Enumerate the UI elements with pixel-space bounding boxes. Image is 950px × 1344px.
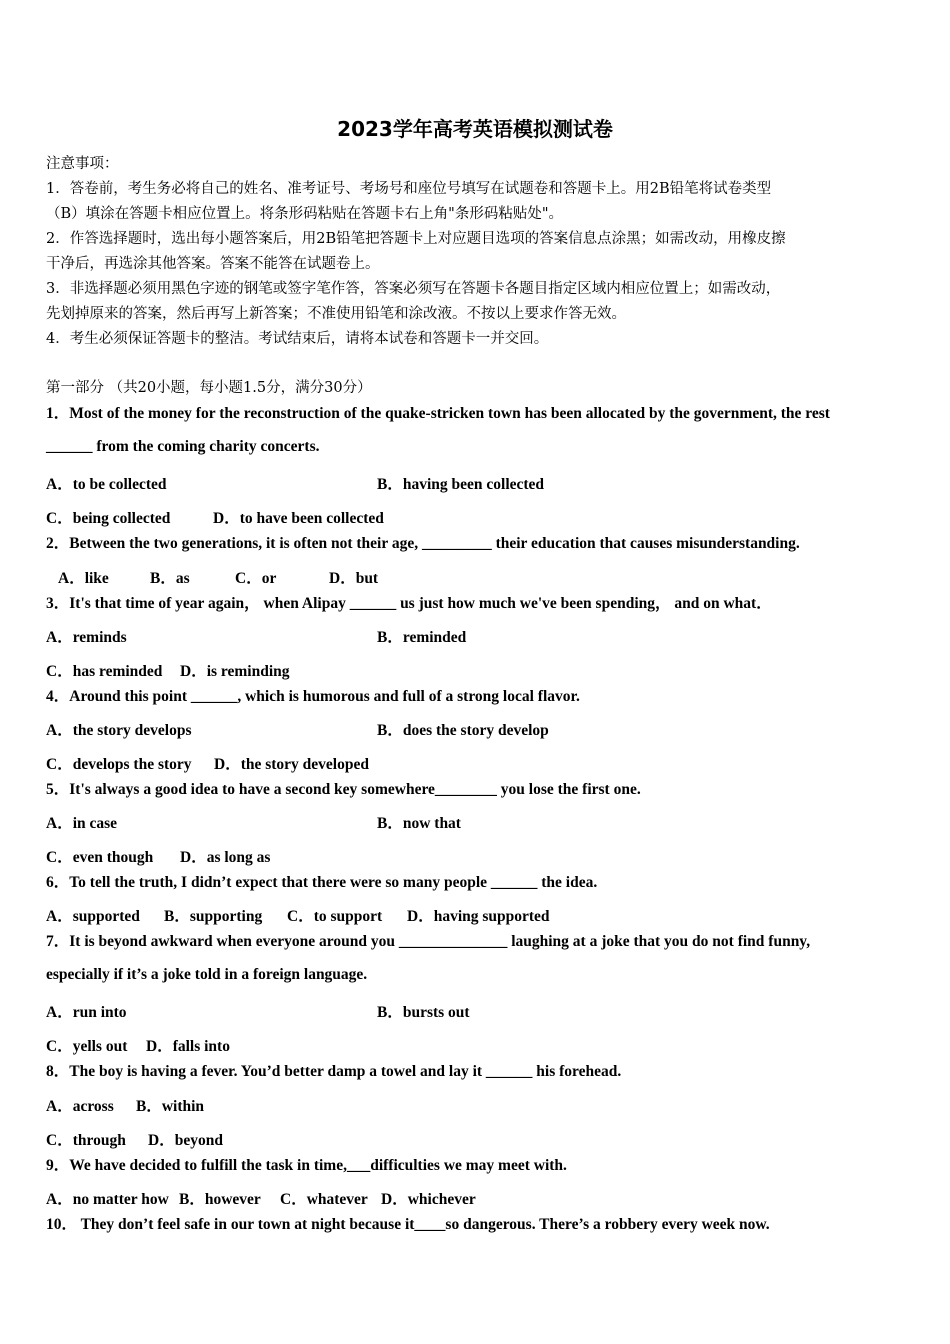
question-stem: 8．The boy is having a fever. You’d better damp a towel and lay it ______ his forehead. [46, 1063, 622, 1080]
notice-line: （B）填涂在答题卡相应位置上。将条形码粘贴在答题卡右上角"条形码粘贴处"。 [46, 206, 563, 222]
option-b: B．within [136, 1098, 205, 1115]
option-c: C．to support [287, 908, 383, 925]
option-c: C．being collected [46, 510, 171, 527]
option-d: D．beyond [148, 1132, 223, 1149]
option-d: D．but [329, 570, 379, 587]
question-stem: 10． They don’t feel safe in our town at night because it____so dangerous. There’s a robbery every week now. [46, 1216, 770, 1233]
question-stem-continued: especially if it’s a joke told in a foreign language. [46, 966, 368, 983]
option-a: A．supported [46, 908, 140, 925]
option-a: A．across [46, 1098, 114, 1115]
option-a: A．to be collected [46, 476, 167, 493]
option-b: B．however [179, 1191, 261, 1208]
option-d: D．the story developed [214, 756, 369, 773]
option-b: B．bursts out [377, 1004, 470, 1021]
option-b: B．does the story develop [377, 722, 549, 739]
page-title: 2023学年高考英语模拟测试卷 [337, 117, 613, 141]
option-d: D．to have been collected [213, 510, 384, 527]
notice-line: 先划掉原来的答案，然后再写上新答案；不准使用铅笔和涂改液。不按以上要求作答无效。 [46, 306, 626, 322]
option-c: C．through [46, 1132, 126, 1149]
question-stem: 2．Between the two generations, it is often not their age, _________ their education that causes misunderstanding. [46, 535, 800, 552]
question-stem-continued: ______ from the coming charity concerts. [46, 438, 320, 455]
option-a: A．like [58, 570, 109, 587]
option-a: A．reminds [46, 629, 127, 646]
option-b: B．reminded [377, 629, 467, 646]
notice-line: 2．作答选择题时，选出每小题答案后，用2B铅笔把答题卡上对应题目选项的答案信息点涂黑；如需改动，用橡皮擦 [46, 231, 786, 247]
option-b: B．supporting [164, 908, 263, 925]
option-b: B．as [150, 570, 190, 587]
option-d: D．whichever [381, 1191, 476, 1208]
question-stem: 9．We have decided to fulfill the task in time,___difficulties we may meet with. [46, 1157, 567, 1174]
section-heading: 第一部分 （共20小题，每小题1.5分，满分30分） [46, 380, 372, 396]
option-c: C．or [235, 570, 277, 587]
option-b: B．now that [377, 815, 461, 832]
notice-heading: 注意事项： [46, 156, 119, 172]
option-c: C．whatever [280, 1191, 368, 1208]
option-c: C．yells out [46, 1038, 128, 1055]
notice-line: 4．考生必须保证答题卡的整洁。考试结束后，请将本试卷和答题卡一并交回。 [46, 331, 549, 347]
notice-line: 1．答卷前，考生务必将自己的姓名、准考证号、考场号和座位号填写在试题卷和答题卡上。用2B铅笔将试卷类型 [46, 181, 772, 197]
option-c: C．develops the story [46, 756, 192, 773]
notice-line: 3．非选择题必须用黑色字迹的钢笔或签字笔作答，答案必须写在答题卡各题目指定区域内相应位置上；如需改动， [46, 281, 781, 297]
option-a: A．in case [46, 815, 118, 832]
option-a: A．no matter how [46, 1191, 169, 1208]
option-d: D．falls into [146, 1038, 230, 1055]
option-a: A．run into [46, 1004, 127, 1021]
option-d: D．is reminding [180, 663, 290, 680]
option-c: C．has reminded [46, 663, 163, 680]
option-d: D．as long as [180, 849, 271, 866]
option-a: A．the story develops [46, 722, 192, 739]
option-d: D．having supported [407, 908, 550, 925]
question-stem: 3．It's that time of year again， when Alipay ______ us just how much we've been spending， and on what． [46, 595, 772, 612]
question-stem: 7．It is beyond awkward when everyone around you ______________ laughing at a joke that you do not find funny, [46, 933, 811, 950]
option-b: B．having been collected [377, 476, 545, 493]
option-c: C．even though [46, 849, 154, 866]
question-stem: 6．To tell the truth, I didn’t expect that there were so many people ______ the idea. [46, 874, 598, 891]
question-stem: 1．Most of the money for the reconstruction of the quake-stricken town has been allocated by the government, the rest [46, 405, 830, 422]
question-stem: 4．Around this point ______, which is humorous and full of a strong local flavor. [46, 688, 580, 705]
question-stem: 5．It's always a good idea to have a second key somewhere________ you lose the first one. [46, 781, 641, 798]
notice-line: 干净后，再选涂其他答案。答案不能答在试题卷上。 [46, 256, 380, 272]
